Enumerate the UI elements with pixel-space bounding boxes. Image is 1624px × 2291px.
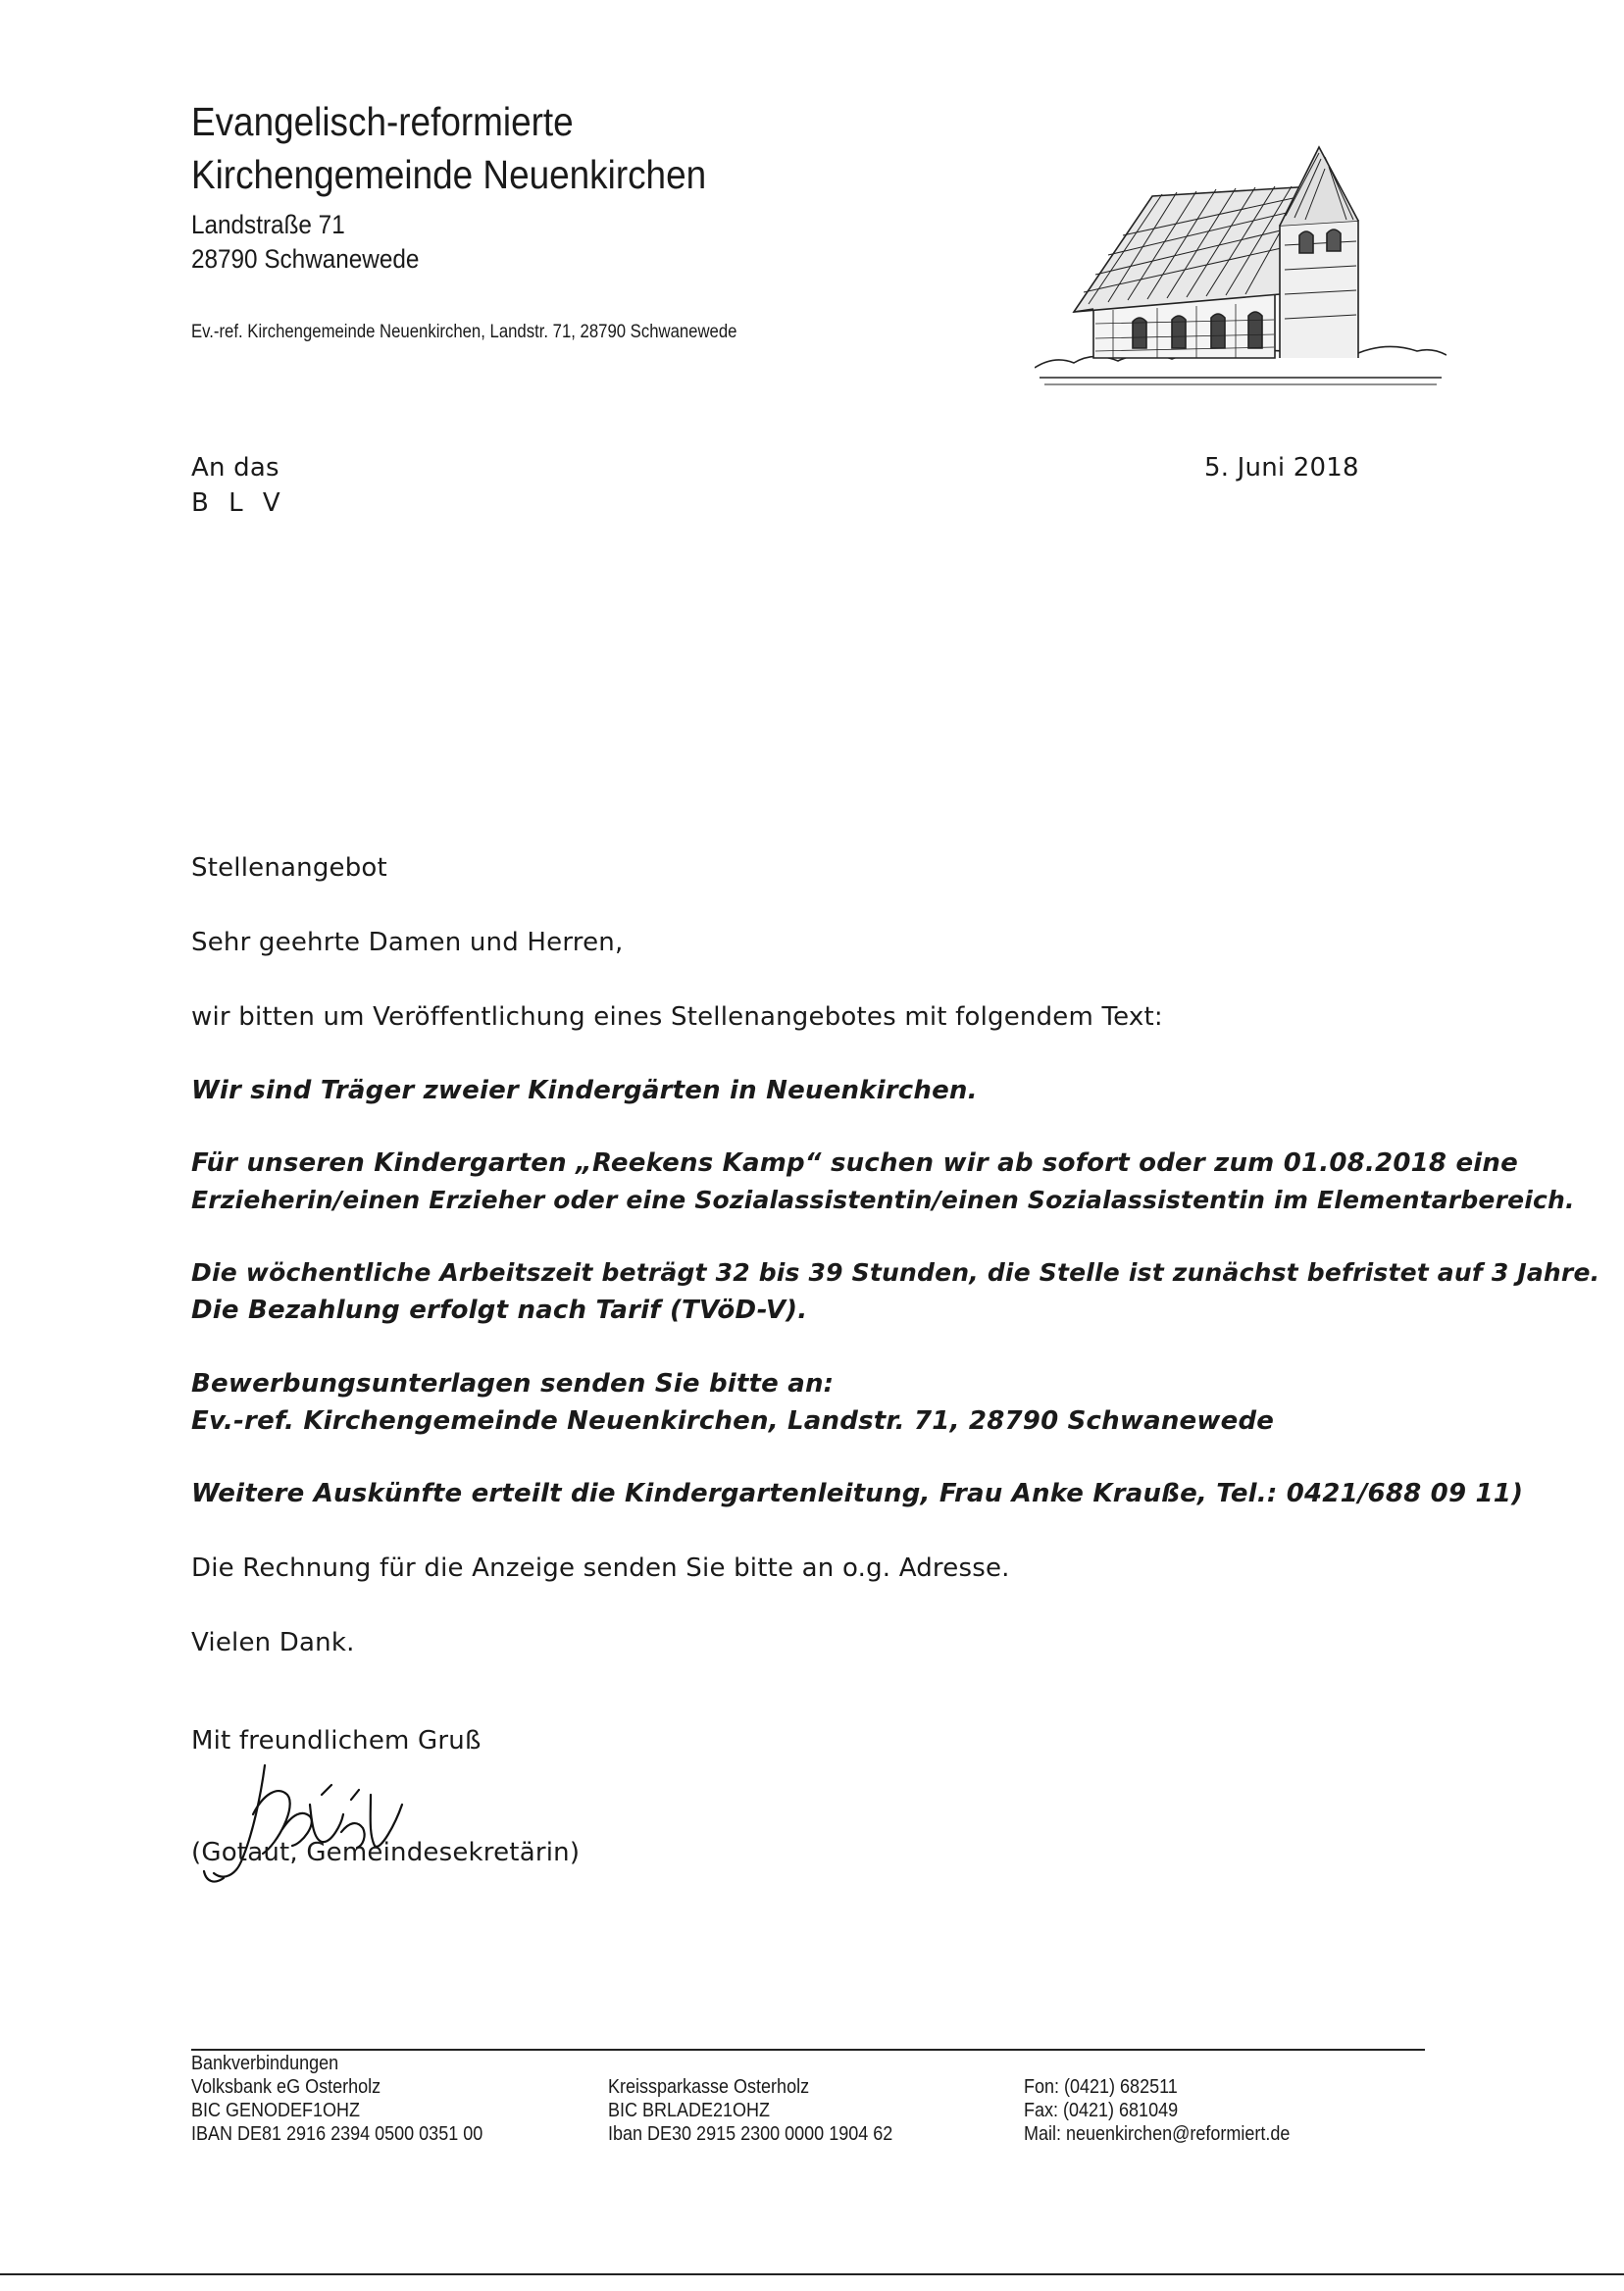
handwritten-signature <box>184 1756 439 1893</box>
bank1-name: Volksbank eG Osterholz <box>191 2076 381 2098</box>
sender-street: Landstraße 71 <box>191 210 345 239</box>
bank1-bic: BIC GENODEF1OHZ <box>191 2100 361 2121</box>
church-illustration <box>1035 127 1446 387</box>
ad-text-paragraph-4-line-1: Bewerbungsunterlagen senden Sie bitte an: <box>191 1369 835 1399</box>
footer-heading: Bankverbindungen <box>191 2053 339 2074</box>
ad-text-paragraph-1: Wir sind Träger zweier Kindergärten in Neuenkirchen. <box>191 1076 978 1105</box>
bank2-bic: BIC BRLADE21OHZ <box>608 2100 771 2121</box>
signer-name: (Gotaut, Gemeindesekretärin) <box>191 1838 581 1867</box>
bank1-iban: IBAN DE81 2916 2394 0500 0351 00 <box>191 2123 483 2145</box>
organization-name-line-1: Evangelisch-reformierte <box>191 99 574 144</box>
footer-mail: Mail: neuenkirchen@reformiert.de <box>1024 2123 1291 2145</box>
bank2-name: Kreissparkasse Osterholz <box>608 2076 810 2098</box>
sender-city: 28790 Schwanewede <box>191 244 420 274</box>
ad-text-paragraph-3-line-2: Die Bezahlung erfolgt nach Tarif (TVöD-V). <box>191 1296 808 1325</box>
bank2-iban: Iban DE30 2915 2300 0000 1904 62 <box>608 2123 893 2145</box>
organization-name-line-2: Kirchengemeinde Neuenkirchen <box>191 152 707 197</box>
intro-paragraph: wir bitten um Veröffentlichung eines Stellenangebotes mit folgendem Text: <box>191 1002 1163 1032</box>
invoice-note: Die Rechnung für die Anzeige senden Sie bitte an o.g. Adresse. <box>191 1553 1010 1583</box>
recipient-line-2: B L V <box>191 488 286 518</box>
salutation: Sehr geehrte Damen und Herren, <box>191 928 624 957</box>
recipient-line-1: An das <box>191 453 279 483</box>
footer-bank-column-1 <box>191 2052 482 2146</box>
footer-fax: Fax: (0421) 681049 <box>1024 2100 1179 2121</box>
return-address-line: Ev.-ref. Kirchengemeinde Neuenkirchen, Landstr. 71, 28790 Schwanewede <box>191 322 737 342</box>
footer-contact-column <box>1024 2075 1290 2146</box>
page-bottom-edge-line <box>0 2273 1624 2275</box>
ad-text-paragraph-2-line-2: Erzieherin/einen Erzieher oder eine Sozialassistentin/einen Sozialassistentin im Elementarbereich. <box>191 1186 1575 1214</box>
footer-phone: Fon: (0421) 682511 <box>1024 2076 1178 2098</box>
ad-text-paragraph-2-line-1: Für unseren Kindergarten „Reekens Kamp“ suchen wir ab sofort oder zum 01.08.2018 eine <box>191 1148 1518 1178</box>
closing-line: Mit freundlichem Gruß <box>191 1726 482 1756</box>
footer-bank-column-2 <box>608 2075 892 2146</box>
thanks-line: Vielen Dank. <box>191 1628 355 1657</box>
ad-text-paragraph-3-line-1: Die wöchentliche Arbeitszeit beträgt 32 bis 39 Stunden, die Stelle ist zunächst befristet auf 3 Jahre. <box>191 1258 1600 1287</box>
ad-text-paragraph-5: Weitere Auskünfte erteilt die Kindergartenleitung, Frau Anke Krauße, Tel.: 0421/688 09 11) <box>191 1479 1524 1508</box>
ad-text-paragraph-4-line-2: Ev.-ref. Kirchengemeinde Neuenkirchen, Landstr. 71, 28790 Schwanewede <box>191 1406 1275 1436</box>
letter-date: 5. Juni 2018 <box>1204 453 1359 483</box>
letter-subject: Stellenangebot <box>191 853 387 883</box>
footer-divider <box>191 2049 1425 2051</box>
